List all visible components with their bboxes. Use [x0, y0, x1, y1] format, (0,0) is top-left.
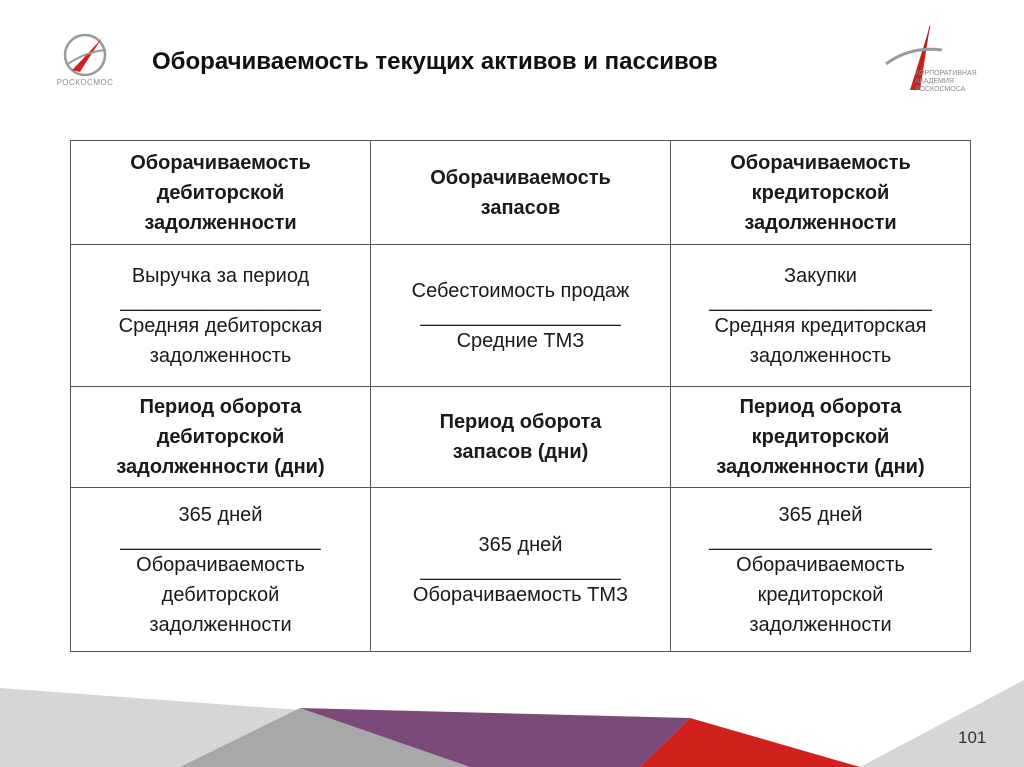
academy-logo-line: РОСКОСМОСА [915, 86, 966, 93]
header-receivables-turnover: Оборачиваемость дебиторской задолженности [71, 141, 371, 245]
page-title: Оборачиваемость текущих активов и пассивов [152, 48, 718, 75]
header-payables-period: Период оборота кредиторской задолженности (дни) [671, 387, 971, 488]
academy-logo-line: АКАДЕМИЯ [915, 78, 954, 85]
formula-inventory-period: 365 дней __________________ Оборачиваемость ТМЗ [371, 488, 671, 652]
formula-receivables-turnover: Выручка за период __________________ Средняя дебиторская задолженность [71, 245, 371, 387]
header-receivables-period: Период оборота дебиторской задолженности (дни) [71, 387, 371, 488]
page-number: 101 [958, 728, 987, 747]
academy-logo-line: КОРПОРАТИВНАЯ [915, 70, 977, 77]
formula-inventory-turnover: Себестоимость продаж __________________ Средние ТМЗ [371, 245, 671, 387]
table-row [71, 245, 971, 387]
footer-decoration [0, 660, 1024, 767]
table-row [71, 141, 971, 245]
footer-shape-light-gray-right [860, 680, 1024, 767]
turnover-table [70, 140, 971, 652]
header-inventory-period: Период оборота запасов (дни) [371, 387, 671, 488]
formula-receivables-period: 365 дней __________________ Оборачиваемость дебиторской задолженности [71, 488, 371, 652]
roscosmos-logo-text: РОСКОСМОС [56, 78, 114, 87]
roscosmos-emblem-icon [50, 30, 120, 80]
formula-payables-turnover: Закупки ____________________ Средняя кредиторская задолженность [671, 245, 971, 387]
table-row [71, 387, 971, 488]
roscosmos-logo [50, 30, 120, 100]
academy-logo-text [915, 70, 985, 94]
header-inventory-turnover: Оборачиваемость запасов [371, 141, 671, 245]
table-row [71, 488, 971, 652]
header-payables-turnover: Оборачиваемость кредиторской задолженности [671, 141, 971, 245]
formula-payables-period: 365 дней ____________________ Оборачиваемость кредиторской задолженности [671, 488, 971, 652]
